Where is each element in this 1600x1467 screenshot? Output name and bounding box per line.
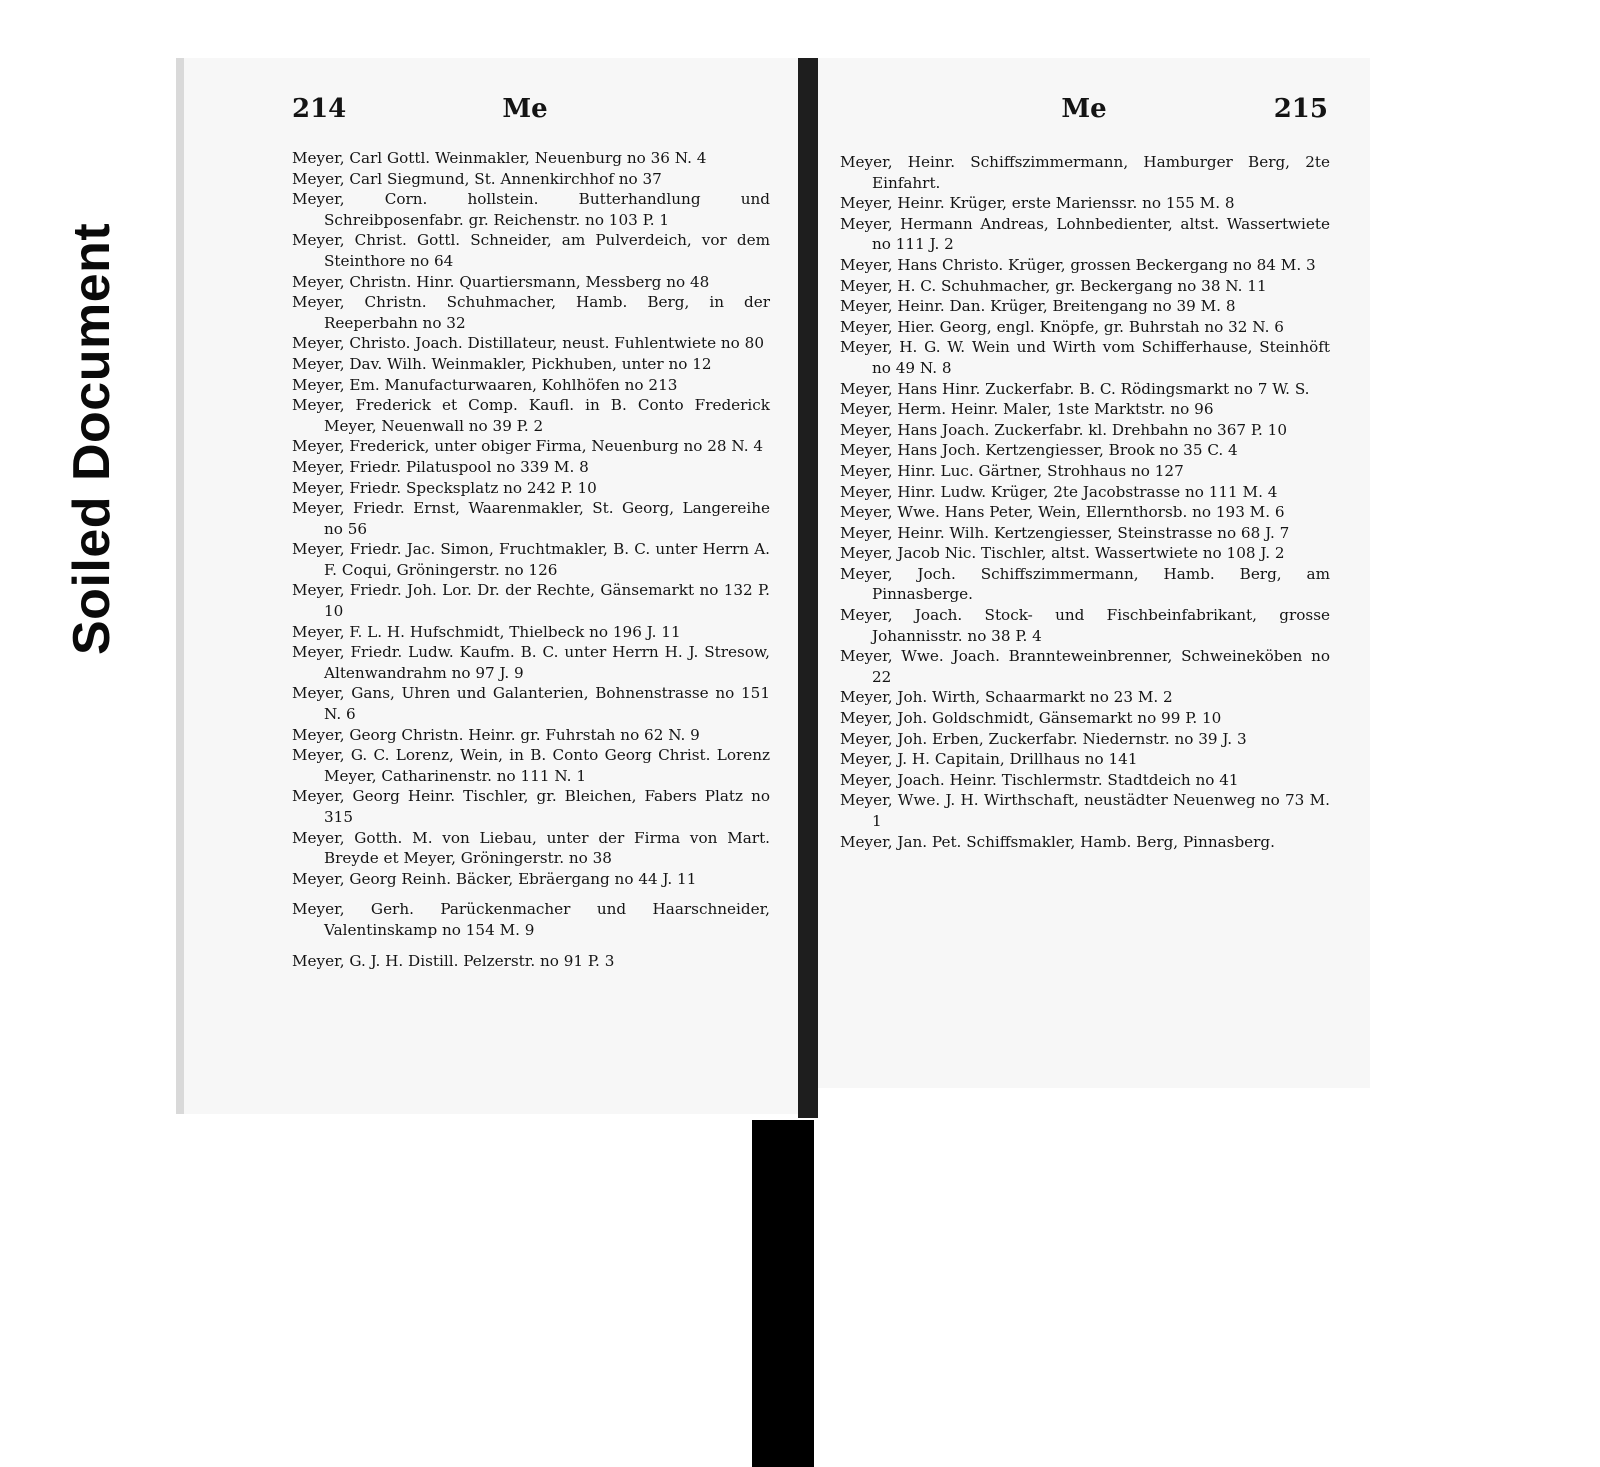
directory-entry: Meyer, H. G. W. Wein und Wirth vom Schifferhause, Steinhöft no 49 N. 8 — [840, 338, 1330, 377]
directory-entry: Meyer, Friedr. Joh. Lor. Dr. der Rechte, Gänsemarkt no 132 P. 10 — [292, 581, 770, 621]
directory-entry: Meyer, G. J. H. Distill. Pelzerstr. no 91 P. 3 — [292, 951, 615, 970]
directory-entry: Meyer, Wwe. Joach. Brannteweinbrenner, Schweineköben no 22 — [840, 647, 1330, 686]
directory-entry: Meyer, Hans Joch. Kertzengiesser, Brook no 35 C. 4 — [840, 441, 1238, 460]
directory-entry: Meyer, Hans Christo. Krüger, grossen Beckergang no 84 M. 3 — [840, 255, 1316, 274]
left-page-number: 214 — [292, 94, 347, 124]
directory-entry: Meyer, H. C. Schuhmacher, gr. Beckergang no 38 N. 11 — [840, 276, 1267, 295]
directory-entry: Meyer, Dav. Wilh. Weinmakler, Pickhuben, unter no 12 — [292, 354, 712, 373]
left-page-header — [184, 94, 806, 134]
directory-entry: Meyer, Hier. Georg, engl. Knöpfe, gr. Buhrstah no 32 N. 6 — [840, 317, 1284, 336]
directory-entry: Meyer, Heinr. Schiffszimmermann, Hamburger Berg, 2te Einfahrt. — [840, 153, 1330, 192]
directory-entry: Meyer, J. H. Capitain, Drillhaus no 141 — [840, 750, 1138, 769]
directory-entry: Meyer, Joach. Stock- und Fischbeinfabrikant, grosse Johannisstr. no 38 P. 4 — [840, 606, 1330, 645]
directory-entry: Meyer, Em. Manufacturwaaren, Kohlhöfen no 213 — [292, 375, 678, 394]
binding-tab — [752, 1120, 814, 1467]
directory-entry: Meyer, Frederick, unter obiger Firma, Neuenburg no 28 N. 4 — [292, 437, 764, 456]
directory-entry: Meyer, Friedr. Jac. Simon, Fruchtmakler, B. C. unter Herrn A. F. Coqui, Gröningerstr. no 126 — [292, 540, 770, 579]
directory-entry: Meyer, Jan. Pet. Schiffsmakler, Hamb. Berg, Pinnasberg. — [840, 832, 1275, 851]
directory-entry: Meyer, Joch. Schiffszimmermann, Hamb. Berg, am Pinnasberge. — [840, 564, 1330, 604]
directory-entry: Meyer, Hans Joach. Zuckerfabr. kl. Drehbahn no 367 P. 10 — [840, 420, 1287, 439]
directory-entry: Meyer, Hans Hinr. Zuckerfabr. B. C. Rödingsmarkt no 7 W. S. — [840, 379, 1310, 398]
right-running-head: Me — [1061, 94, 1107, 124]
soiled-document-stamp: Soiled Document — [63, 222, 121, 655]
directory-entry: Meyer, F. L. H. Hufschmidt, Thielbeck no 196 J. 11 — [292, 622, 681, 641]
directory-entry: Meyer, Christn. Schuhmacher, Hamb. Berg, in der Reeperbahn no 32 — [292, 293, 770, 332]
directory-entry: Meyer, Friedr. Pilatuspool no 339 M. 8 — [292, 457, 589, 476]
directory-entry: Meyer, Georg Christn. Heinr. gr. Fuhrstah no 62 N. 9 — [292, 725, 700, 744]
directory-entry: Meyer, Georg Reinh. Bäcker, Ebräergang no 44 J. 11 — [292, 869, 697, 888]
directory-entry: Meyer, Gotth. M. von Liebau, unter der Firma von Mart. Breyde et Meyer, Gröningerstr. no 38 — [292, 828, 770, 868]
directory-entry: Meyer, Gans, Uhren und Galanterien, Bohnenstrasse no 151 N. 6 — [292, 684, 770, 724]
left-running-head: Me — [502, 94, 548, 124]
directory-entry: Meyer, Carl Gottl. Weinmakler, Neuenburg no 36 N. 4 — [292, 149, 707, 167]
directory-entry: Meyer, Christn. Hinr. Quartiersmann, Messberg no 48 — [292, 272, 710, 291]
left-entry-list — [292, 148, 770, 971]
right-entry-list — [840, 152, 1330, 852]
directory-entry: Meyer, Hermann Andreas, Lohnbedienter, altst. Wassertwiete no 111 J. 2 — [840, 214, 1330, 254]
directory-entry: Meyer, Joh. Erben, Zuckerfabr. Niedernstr. no 39 J. 3 — [840, 729, 1247, 748]
directory-entry: Meyer, Joh. Wirth, Schaarmarkt no 23 M. 2 — [840, 688, 1173, 707]
directory-entry: Meyer, Hinr. Ludw. Krüger, 2te Jacobstrasse no 111 M. 4 — [840, 482, 1278, 501]
directory-entry: Meyer, Friedr. Ernst, Waarenmakler, St. Georg, Langereihe no 56 — [292, 499, 770, 538]
right-page-header — [818, 94, 1370, 134]
right-page-number: 215 — [1273, 94, 1328, 124]
directory-entry: Meyer, Christ. Gottl. Schneider, am Pulverdeich, vor dem Steinthore no 64 — [292, 231, 770, 270]
left-page — [176, 58, 806, 1114]
directory-entry: Meyer, Frederick et Comp. Kaufl. in B. Conto Frederick Meyer, Neuenwall no 39 P. 2 — [292, 396, 770, 435]
directory-entry: Meyer, Corn. hollstein. Butterhandlung und Schreibposenfabr. gr. Reichenstr. no 103 P. 1 — [292, 190, 770, 229]
directory-entry: Meyer, Heinr. Dan. Krüger, Breitengang no 39 M. 8 — [840, 297, 1236, 316]
directory-entry: Meyer, Christo. Joach. Distillateur, neust. Fuhlentwiete no 80 — [292, 334, 764, 353]
directory-entry: Meyer, Gerh. Parückenmacher und Haarschneider, Valentinskamp no 154 M. 9 — [292, 900, 770, 939]
directory-entry: Meyer, Heinr. Krüger, erste Marienssr. no 155 M. 8 — [840, 194, 1235, 213]
book-gutter — [798, 58, 818, 1118]
directory-entry: Meyer, Heinr. Wilh. Kertzengiesser, Steinstrasse no 68 J. 7 — [840, 523, 1290, 542]
directory-entry: Meyer, Hinr. Luc. Gärtner, Strohhaus no 127 — [840, 461, 1184, 480]
directory-entry: Meyer, Friedr. Specksplatz no 242 P. 10 — [292, 478, 597, 497]
directory-entry: Meyer, Herm. Heinr. Maler, 1ste Marktstr. no 96 — [840, 400, 1214, 419]
directory-entry: Meyer, Joach. Heinr. Tischlermstr. Stadtdeich no 41 — [840, 770, 1239, 789]
directory-entry: Meyer, Friedr. Ludw. Kaufm. B. C. unter Herrn H. J. Stresow, Altenwandrahm no 97 J. 9 — [292, 643, 770, 682]
directory-entry: Meyer, G. C. Lorenz, Wein, in B. Conto Georg Christ. Lorenz Meyer, Catharinenstr. no 111 N. 1 — [292, 746, 770, 785]
directory-entry: Meyer, Joh. Goldschmidt, Gänsemarkt no 99 P. 10 — [840, 709, 1222, 728]
directory-entry: Meyer, Wwe. J. H. Wirthschaft, neustädter Neuenweg no 73 M. 1 — [840, 791, 1330, 830]
directory-entry: Meyer, Carl Siegmund, St. Annenkirchhof no 37 — [292, 169, 662, 188]
directory-entry: Meyer, Wwe. Hans Peter, Wein, Ellernthorsb. no 193 M. 6 — [840, 503, 1285, 522]
directory-entry: Meyer, Jacob Nic. Tischler, altst. Wassertwiete no 108 J. 2 — [840, 544, 1285, 563]
directory-entry: Meyer, Georg Heinr. Tischler, gr. Bleichen, Fabers Platz no 315 — [292, 787, 770, 826]
right-page — [818, 58, 1370, 1088]
